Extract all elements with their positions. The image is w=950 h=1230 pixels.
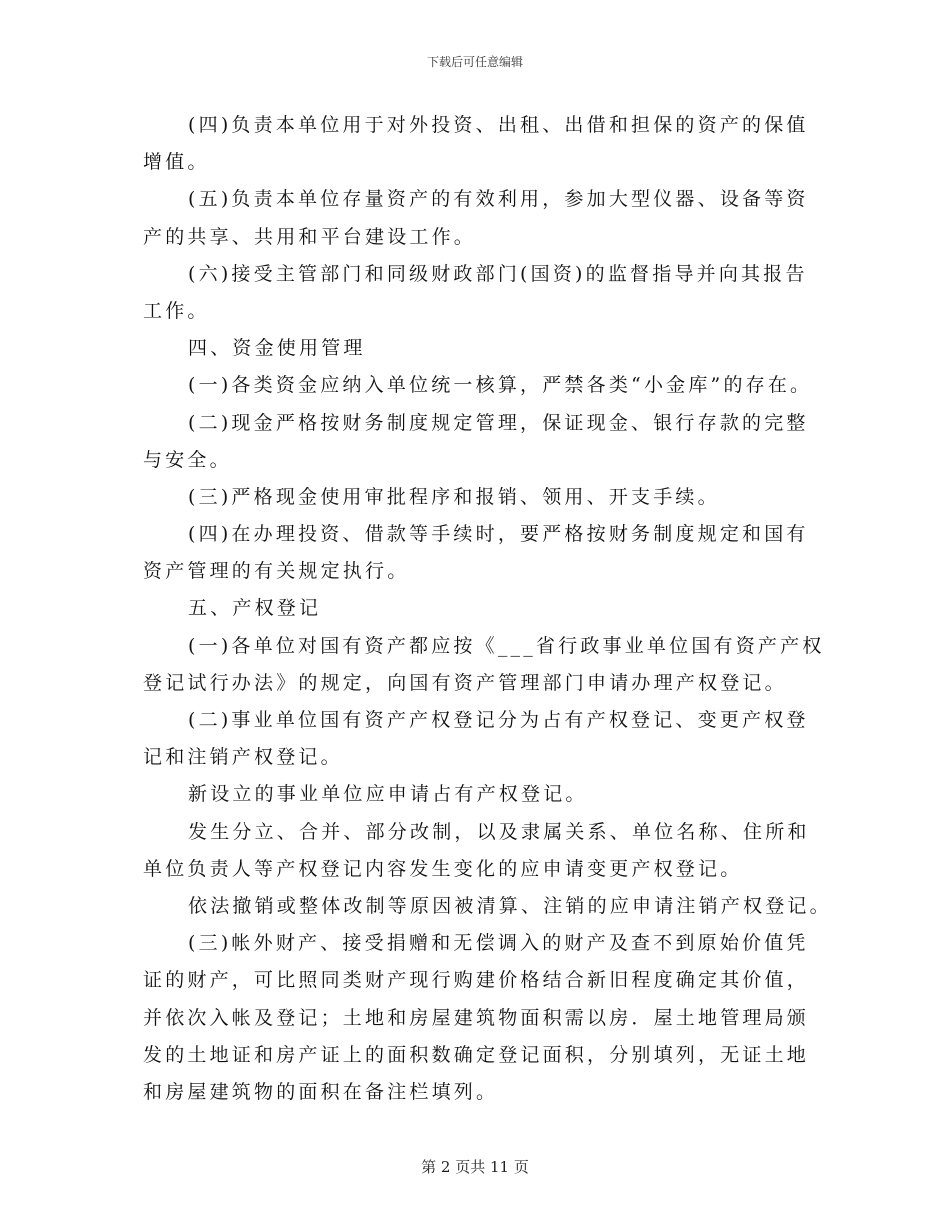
text-line: (四)在办理投资、借款等手续时，要严格按财务制度规定和国有 bbox=[188, 523, 809, 546]
document-body bbox=[143, 107, 832, 1111]
text-line: 依法撤销或整体改制等原因被清算、注销的应申请注销产权登记。 bbox=[188, 894, 832, 917]
text-line: (二)现金严格按财务制度规定管理，保证现金、银行存款的完整 bbox=[188, 411, 809, 434]
text-line: (三)帐外财产、接受捐赠和无偿调入的财产及查不到原始价值凭 bbox=[188, 932, 809, 955]
text-line: 五、产权登记 bbox=[188, 597, 322, 620]
text-line: (三)严格现金使用审批程序和报销、领用、开支手续。 bbox=[188, 485, 720, 508]
text-line: (一)各类资金应纳入单位统一核算，严禁各类“小金库”的存在。 bbox=[188, 374, 813, 397]
text-line: (四)负责本单位用于对外投资、出租、出借和担保的资产的保值 bbox=[188, 114, 809, 136]
text-line: 增值。 bbox=[143, 151, 210, 174]
text-line: 资产管理的有关规定执行。 bbox=[143, 560, 410, 583]
page-footer: 第 2 页共 11 页 bbox=[421, 1158, 529, 1176]
page-header: 下载后可任意编辑 bbox=[426, 55, 523, 69]
text-line: 和房屋建筑物的面积在备注栏填列。 bbox=[143, 1080, 499, 1103]
text-line: (一)各单位对国有资产都应按《___省行政事业单位国有资产产权 bbox=[188, 634, 825, 657]
text-line: 发生分立、合并、部分改制，以及隶属关系、单位名称、住所和 bbox=[188, 820, 810, 843]
text-line: 证的财产，可比照同类财产现行购建价格结合新旧程度确定其价值， bbox=[143, 969, 810, 992]
text-line: 新设立的事业单位应申请占有产权登记。 bbox=[188, 783, 588, 806]
text-line: (五)负责本单位存量资产的有效利用，参加大型仪器、设备等资 bbox=[188, 188, 809, 211]
text-line: (六)接受主管部门和同级财政部门(国资)的监督指导并向其报告 bbox=[188, 262, 808, 285]
text-line: 单位负责人等产权登记内容发生变化的应申请变更产权登记。 bbox=[143, 857, 743, 880]
text-line: 发的土地证和房产证上的面积数确定登记面积，分别填列，无证土地 bbox=[143, 1043, 810, 1066]
text-line: 并依次入帐及登记；土地和房屋建筑物面积需以房．屋土地管理局颁 bbox=[143, 1006, 810, 1029]
text-line: 记和注销产权登记。 bbox=[143, 746, 343, 769]
text-line: 产的共享、共用和平台建设工作。 bbox=[143, 225, 477, 248]
text-line: 登记试行办法》的规定，向国有资产管理部门申请办理产权登记。 bbox=[143, 671, 787, 694]
text-line: 四、资金使用管理 bbox=[188, 337, 366, 360]
text-line: 工作。 bbox=[143, 299, 210, 322]
text-line: 与安全。 bbox=[143, 448, 232, 471]
text-line: (二)事业单位国有资产产权登记分为占有产权登记、变更产权登 bbox=[188, 709, 809, 731]
